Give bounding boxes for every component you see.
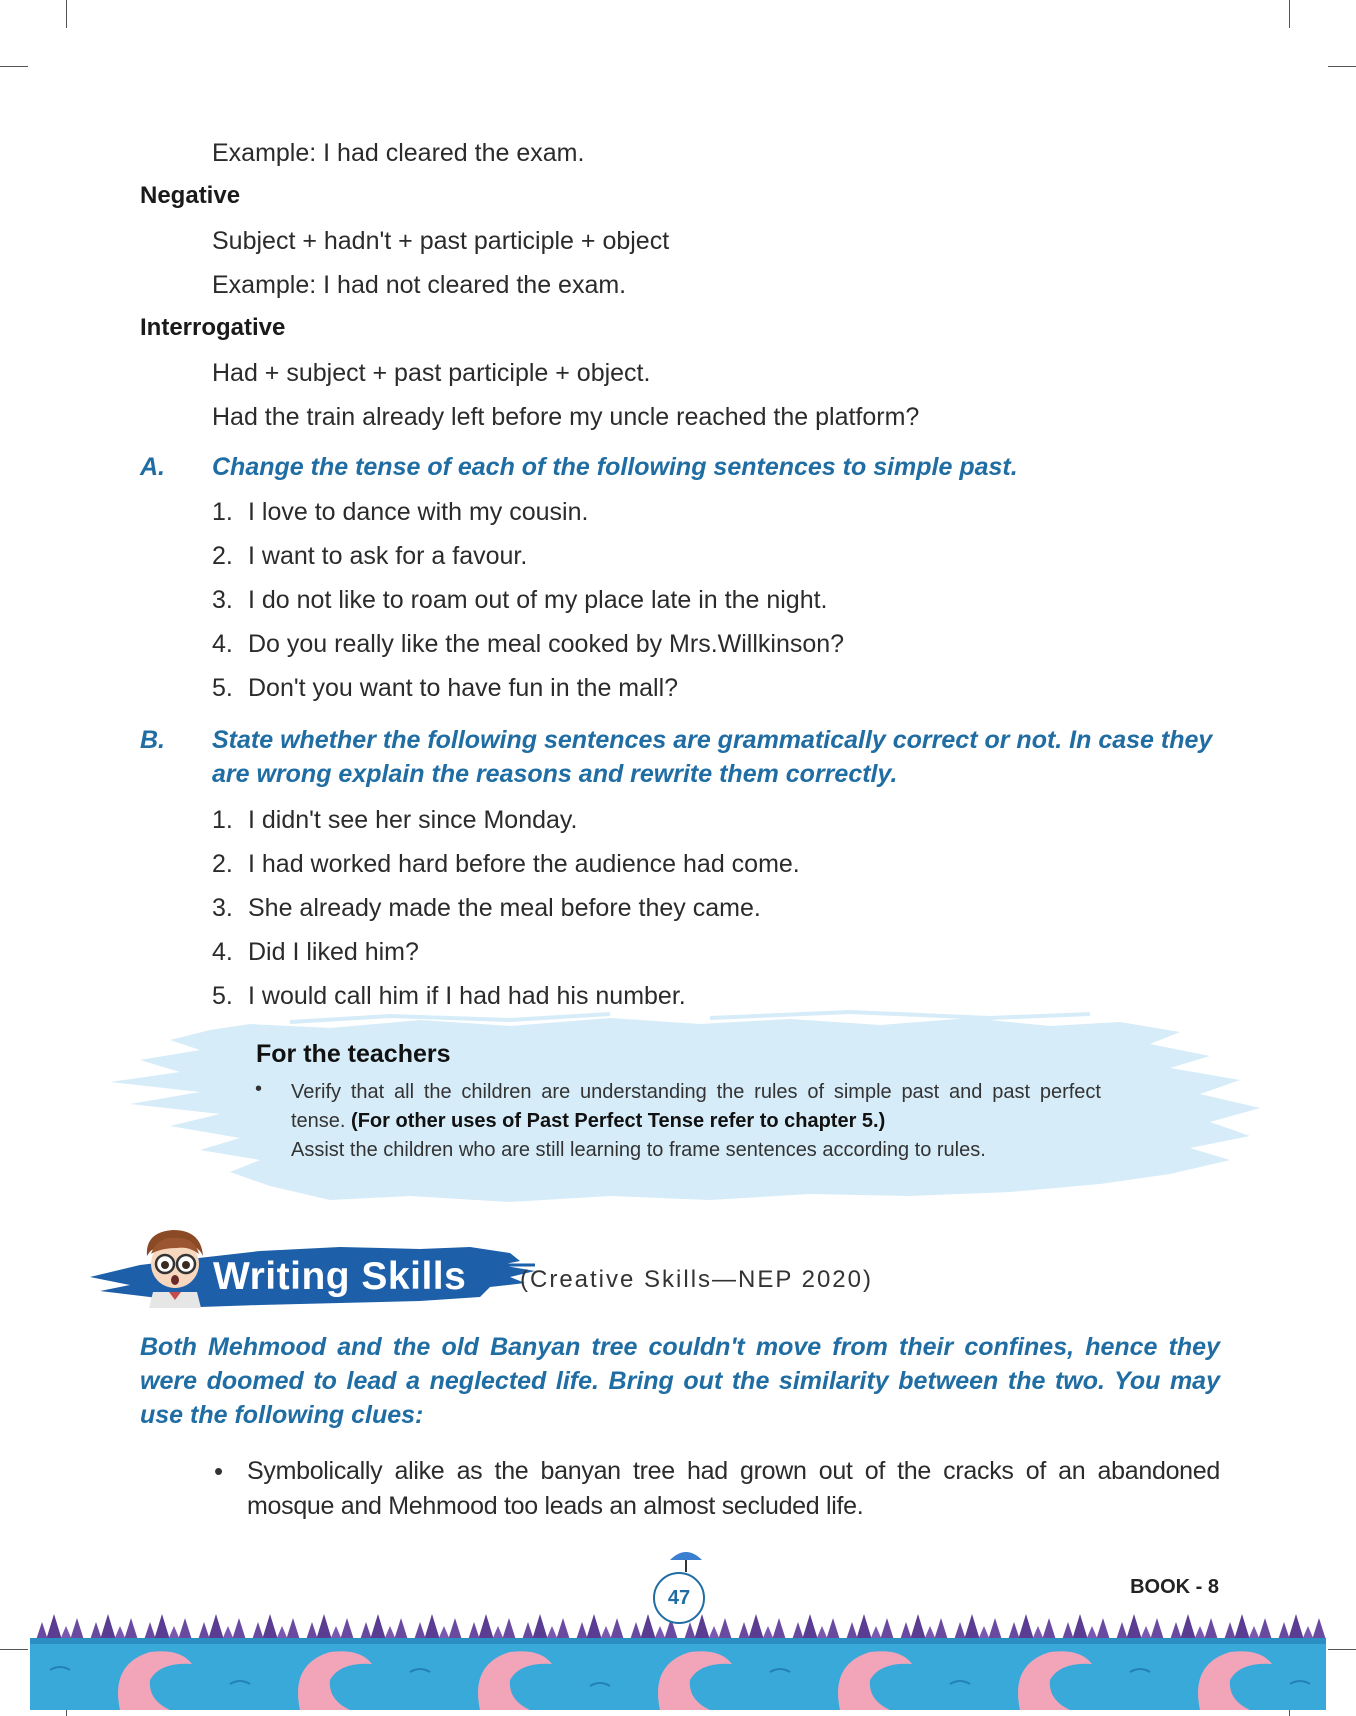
crop-mark (0, 1649, 28, 1650)
intro-example: Example: I had cleared the exam. (212, 139, 585, 167)
exercise-b-letter: B. (140, 726, 165, 754)
interrogative-heading: Interrogative (140, 314, 286, 341)
teachers-note-text-end: Assist the children who are still learning to frame sentences according to rules. (291, 1139, 986, 1161)
writing-skills-subtitle: (Creative Skills—NEP 2020) (520, 1266, 873, 1293)
negative-formula: Subject + hadn't + past participle + object (212, 227, 670, 255)
crop-mark (1328, 1649, 1356, 1650)
page-number: 47 (653, 1572, 705, 1624)
crop-mark (0, 66, 28, 67)
crop-mark (1289, 0, 1290, 28)
writing-skills-bullet: • (214, 1456, 224, 1486)
interrogative-formula: Had + subject + past participle + object. (212, 359, 651, 387)
umbrella-icon (668, 1544, 704, 1574)
teachers-note-bold: (For other uses of Past Perfect Tense refer to chapter 5.) (351, 1110, 886, 1132)
negative-example: Example: I had not cleared the exam. (212, 271, 627, 299)
interrogative-example: Had the train already left before my uncle reached the platform? (212, 403, 920, 431)
writing-skills-title: Writing Skills (213, 1255, 467, 1298)
teachers-note-bullet: • (255, 1078, 263, 1100)
negative-heading: Negative (140, 182, 241, 209)
exercise-a-letter: A. (140, 453, 165, 481)
crop-mark (66, 0, 67, 28)
teachers-note-text: Verify that all the children are understanding the rules of simple past and past perfect tense. (291, 1081, 1101, 1132)
exercise-b-instruction (140, 723, 1356, 791)
book-label: BOOK - 8 (1130, 1576, 1219, 1598)
teachers-note-body (291, 1078, 1101, 1165)
exercise-a-text: Change the tense of each of the following sentences to simple past. (212, 453, 1018, 481)
teachers-note-title: For the teachers (256, 1040, 451, 1068)
writing-skills-prompt: Both Mehmood and the old Banyan tree couldn't move from their confines, hence they were doomed to lead a neglected life. Bring out the similarity between the two. You may use the following clues: (140, 1333, 1220, 1429)
crop-mark (1328, 66, 1356, 67)
exercise-a-instruction (140, 450, 1356, 484)
exercise-b-text: State whether the following sentences are grammatically correct or not. In case they are wrong explain the reasons and rewrite them correctly. (212, 726, 1213, 788)
writing-skills-clue: Symbolically alike as the banyan tree had grown out of the cracks of an abandoned mosque and Mehmood too leads an almost secluded life. (247, 1457, 1220, 1520)
boy-avatar-icon (137, 1226, 213, 1308)
